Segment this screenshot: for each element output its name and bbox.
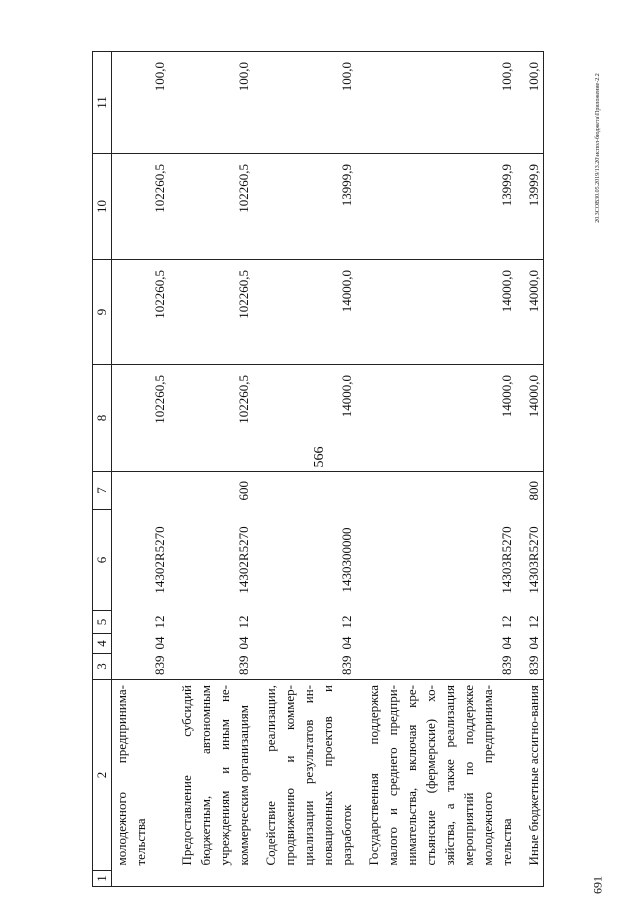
cell-c9: 14000,0 [524,260,544,365]
cell-c3: 839 [150,654,169,680]
cell-c5: 12 [236,615,251,629]
header-row [93,52,112,887]
row-name: Иные бюджетные ассигно-вания [524,680,544,871]
cell-c4: 04 [236,636,251,650]
header-col-3: 3 [93,654,112,680]
cell-c5: 12 [339,615,354,629]
cell-c6: 14303R5270 [499,526,514,594]
cell-c8 [112,365,151,472]
cell-c8: 14000,0 [261,365,356,472]
header-col-1: 1 [93,871,112,887]
cell-c3: 839 [364,654,516,680]
spacer-cell [253,611,261,634]
spacer-cell [356,680,364,871]
spacer-cell [253,871,261,887]
cell-c9: 102260,5 [177,260,253,365]
cell-c4: 04 [524,634,544,654]
spacer-cell [169,611,177,634]
table-row [150,52,169,887]
spacer-cell [169,260,177,365]
cell-c7: 800 [524,472,544,510]
row-index-cell [524,871,544,887]
spacer-cell [516,154,524,260]
file-path-note: 20.3СОВ30.05.2019/13.20\испол-бюджета\Приложение-2.2 [595,73,601,223]
cell-c3: 839 [524,654,544,680]
header-col-10: 10 [93,154,112,260]
spacer-cell [169,654,177,680]
cell-c5: 12 [152,615,167,629]
cell-c8: 14000,0 [364,365,516,472]
header-col-8: 8 [93,365,112,472]
spacer-cell [253,52,261,154]
cell-c6: 14303R5270 [524,510,544,611]
cell-c4: 04 [152,636,167,650]
table-row [261,52,356,887]
cell-c9: 14000,0 [261,260,356,365]
cell-c4: 04 [339,636,354,650]
page-number: 566 [312,446,327,468]
spacer-cell [516,680,524,871]
cell-c10: 13999,9 [261,154,356,260]
spacer-cell [356,634,364,654]
table-row [364,52,516,887]
spacer-cell [253,154,261,260]
cell-c7: 600 [236,481,251,501]
row-name: молодежного предпринима-тельства [112,680,151,871]
spacer-cell [169,52,177,154]
row-spacer [253,52,261,887]
header-col-11: 11 [93,52,112,154]
cell-c3: 839 [261,654,356,680]
rotated-table-container [92,52,541,887]
cell-c7 [150,472,169,510]
cell-c5: 12 [524,611,544,634]
cell-c11: 100,0 [364,52,516,154]
cell-c6 [112,510,151,611]
header-col-2: 2 [93,680,112,871]
header-col-5: 5 [93,611,112,634]
cell-c11: 100,0 [524,52,544,154]
cell-c3 [112,654,151,680]
spacer-cell [169,154,177,260]
spacer-cell [516,472,524,510]
cell-c11: 100,0 [150,52,169,154]
cell-c7 [112,472,151,510]
cell-c10: 13999,9 [364,154,516,260]
sheet-number: 691 [590,876,605,894]
spacer-cell [516,611,524,634]
row-index-cell [261,871,356,887]
row-index-cell [150,871,169,887]
cell-c10 [112,154,151,260]
spacer-cell [356,52,364,154]
table-row [524,52,544,887]
cell-c4: 04 [499,636,514,650]
spacer-cell [253,260,261,365]
spacer-cell [356,871,364,887]
spacer-cell [516,365,524,472]
spacer-cell [253,680,261,871]
table-row [177,52,253,887]
spacer-cell [169,510,177,611]
row-spacer [516,52,524,887]
spacer-cell [169,680,177,871]
row-spacer [169,52,177,887]
cell-c11 [112,52,151,154]
cell-c6: 14302R5270 [236,526,251,594]
budget-execution-table [92,51,544,887]
spacer-cell [356,611,364,634]
spacer-cell [356,654,364,680]
cell-c11: 100,0 [261,52,356,154]
row-name: Предоставление субсидий бюджетным, автономным учреждениям и иным не-коммерческим организациям [177,680,253,871]
row-name: Государственная поддержка малого и среднего предпри-нимательства, включая кре-стьянские (фермерские) хо-зяйства, а также реализация мероприятий по поддержке молодежного предпринима-тельства [364,680,516,871]
table-row [112,52,151,887]
spacer-cell [516,260,524,365]
spacer-cell [516,634,524,654]
cell-c7 [364,472,516,510]
spacer-cell [516,871,524,887]
cell-c6: 14302R5270 [152,526,167,594]
cell-c8: 14000,0 [524,365,544,472]
cell-c6: 1430300000 [339,527,354,593]
cell-c3: 839 [177,654,253,680]
spacer-cell [356,472,364,510]
spacer-cell [253,634,261,654]
landscape-table-wrapper [92,52,541,887]
header-col-4: 4 [93,634,112,654]
cell-c11: 100,0 [177,52,253,154]
cell-c10: 102260,5 [177,154,253,260]
cell-c9 [112,260,151,365]
cell-c5 [112,611,151,634]
spacer-cell [169,634,177,654]
cell-c9: 102260,5 [150,260,169,365]
spacer-cell [253,472,261,510]
spacer-cell [356,510,364,611]
row-name: Содействие реализации, продвижению и коммер-циализации результатов ин-новационных проектов и разработок [261,680,356,871]
spacer-cell [516,510,524,611]
cell-c4 [112,634,151,654]
cell-c5: 12 [499,615,514,629]
row-name [150,680,169,871]
header-col-6: 6 [93,510,112,611]
spacer-cell [356,154,364,260]
spacer-cell [356,365,364,472]
spacer-cell [516,52,524,154]
row-spacer [356,52,364,887]
header-col-7: 7 [93,472,112,510]
spacer-cell [356,260,364,365]
cell-c9: 14000,0 [364,260,516,365]
cell-c7 [261,472,356,510]
cell-c8: 102260,5 [177,365,253,472]
spacer-cell [253,510,261,611]
cell-c10: 13999,9 [524,154,544,260]
spacer-cell [516,654,524,680]
cell-c10: 102260,5 [150,154,169,260]
spacer-cell [169,365,177,472]
row-index-cell [177,871,253,887]
row-index-cell [112,871,151,887]
spacer-cell [253,365,261,472]
header-col-9: 9 [93,260,112,365]
spacer-cell [253,654,261,680]
spacer-cell [169,871,177,887]
cell-c8: 102260,5 [150,365,169,472]
spacer-cell [169,472,177,510]
row-index-cell [364,871,516,887]
